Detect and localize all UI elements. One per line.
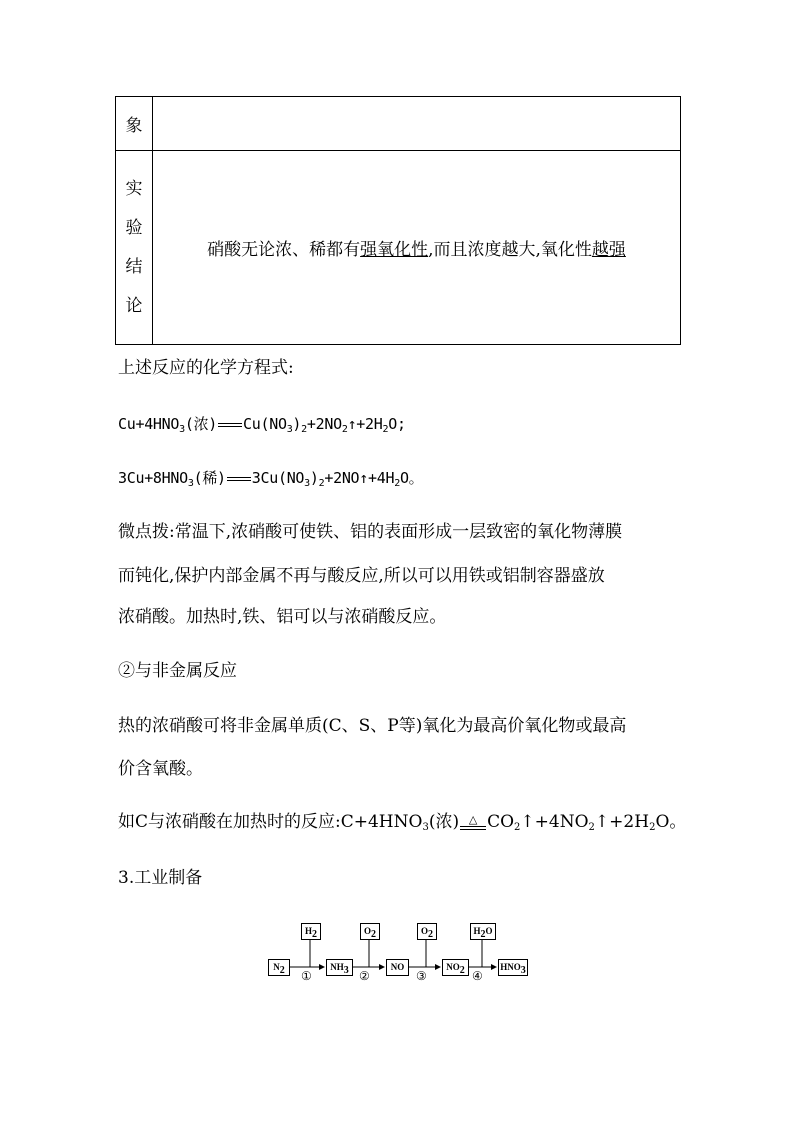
eq-text: ) (292, 415, 302, 433)
eq-sub: 3 (422, 822, 429, 833)
eq-sub: 3 (179, 424, 185, 435)
eq-text: +2NO (306, 415, 342, 433)
conclusion-cell (153, 151, 681, 345)
row-label-phenomenon (116, 97, 153, 151)
equation-concentrated (118, 414, 406, 434)
eq-text: (浓) (428, 812, 460, 832)
eq-text: CO (487, 812, 515, 832)
table-row-conclusion (116, 151, 681, 345)
eq-sub: 2 (588, 822, 595, 833)
eq-sub: 3 (304, 478, 310, 489)
row-label-char: 论 (125, 295, 143, 316)
eq-text: Cu(NO (243, 415, 287, 433)
eq-text: +2NO↑+4H (324, 469, 395, 487)
eq-sub: 2 (341, 424, 348, 435)
reagent-box: $O_2$ (360, 923, 380, 940)
step-marker: ③ (416, 969, 427, 983)
eq-sub: 2 (301, 424, 307, 435)
conclusion-text: 硝酸无论浓、稀都有 (207, 240, 361, 260)
heat-condition-icon (459, 812, 487, 831)
eq-sub: 2 (649, 822, 656, 833)
conclusion-underlined: 越强 (591, 240, 626, 260)
step-marker: ② (359, 969, 370, 983)
industrial-process-diagram (262, 915, 532, 985)
eq-text: 3Cu+8HNO (118, 469, 188, 487)
step-marker: ① (301, 969, 312, 983)
reagent-box: $H_2$ (301, 923, 321, 940)
tip-line-1: 微点拨:常温下,浓硝酸可使铁、铝的表面形成一层致密的氧化物薄膜 (118, 522, 623, 542)
reagent-box: $H_2O$ (470, 923, 496, 940)
experiment-table (115, 96, 681, 345)
equation-dilute (118, 468, 423, 488)
nonmetal-line-1: 热的浓硝酸可将非金属单质(C、S、P等)氧化为最高价氧化物或最高 (118, 716, 627, 736)
table-row-phenomenon (116, 97, 681, 151)
eq-text: O; (388, 415, 406, 433)
row-label-char: 验 (125, 217, 143, 238)
eq-text: 如C与浓硝酸在加热时的反应:C+4HNO (118, 812, 423, 832)
chain-box: $NO_2$ (442, 959, 469, 976)
step-marker: ④ (472, 969, 483, 983)
eq-text: ) (309, 469, 319, 487)
phenomenon-cell (153, 97, 681, 151)
eq-sub: 3 (286, 424, 293, 435)
row-label-char: 象 (125, 116, 143, 136)
eq-text: (浓) (184, 415, 218, 433)
conclusion-text: ,而且浓度越大,氧化性 (428, 240, 592, 260)
tip-line-2: 而钝化,保护内部金属不再与酸反应,所以可以用铁或铝制容器盛放 (118, 566, 605, 586)
eq-text: (稀) (193, 469, 226, 487)
nonmetal-line-2: 价含氧酸。 (118, 759, 203, 779)
row-label-char: 实 (125, 178, 143, 199)
eq-text: ↑+2H (594, 812, 650, 832)
eq-sub: 3 (187, 478, 194, 489)
eq-sub: 2 (514, 822, 521, 833)
eq-text: Cu+4HNO (118, 415, 180, 433)
row-label-char: 结 (125, 256, 143, 277)
equals-sign-icon (217, 420, 243, 430)
chain-box: NO (386, 959, 409, 976)
eq-sub: 2 (382, 424, 389, 435)
section-title-nonmetal: ②与非金属反应 (118, 661, 237, 681)
heat-symbol: △ (468, 812, 478, 826)
carbon-equation (118, 812, 686, 832)
section-title-industrial: 3.工业制备 (118, 868, 203, 888)
conclusion-underlined: 强氧化性 (360, 240, 429, 260)
row-label-conclusion (116, 151, 153, 345)
equals-sign-icon (226, 474, 252, 484)
eq-text: ↑+2H (347, 415, 383, 433)
tip-line-3: 浓硝酸。加热时,铁、铝可以与浓硝酸反应。 (118, 607, 447, 627)
eq-text: 3Cu(NO (251, 469, 305, 487)
chain-box: $NH_3$ (326, 959, 353, 976)
chain-box: $N_2$ (268, 959, 290, 976)
chain-box: $HNO_3$ (498, 959, 528, 976)
eq-sub: 2 (394, 478, 400, 489)
eq-text: ↑+4NO (520, 812, 589, 832)
eq-sub: 2 (318, 478, 325, 489)
reagent-box: $O_2$ (417, 923, 437, 940)
eq-text: O。 (655, 812, 687, 832)
intro-text: 上述反应的化学方程式: (118, 358, 294, 378)
eq-text: O。 (399, 469, 424, 487)
